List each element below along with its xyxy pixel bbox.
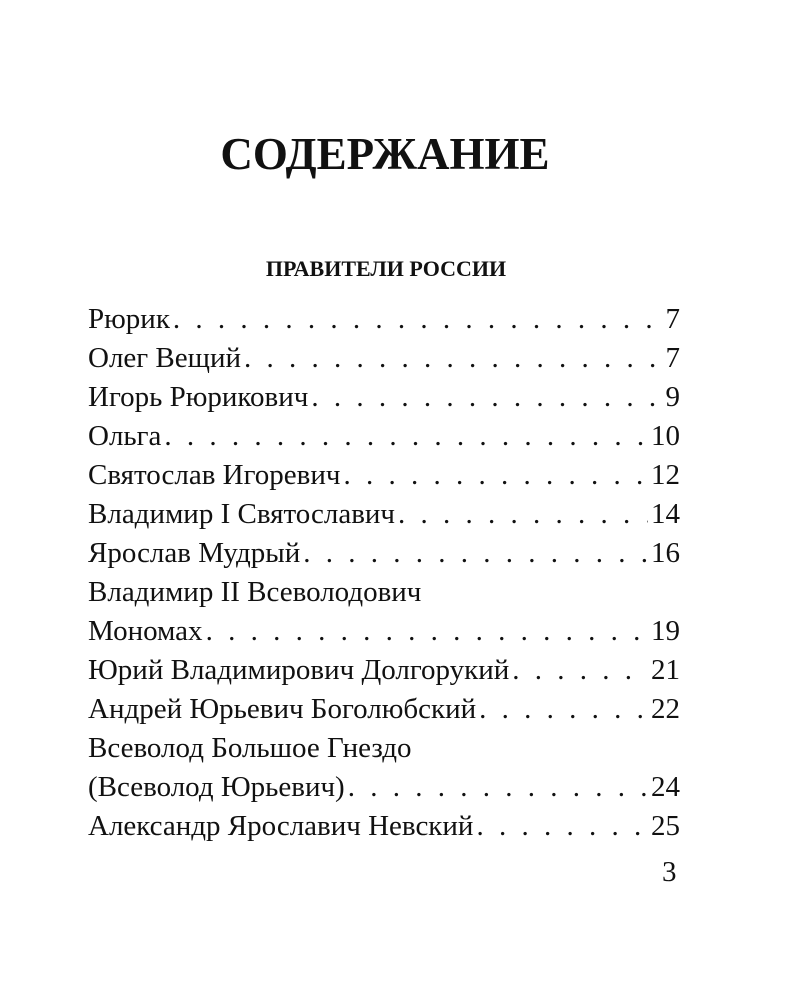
toc-entry-title: Андрей Юрьевич Боголюбский [88, 693, 477, 725]
toc-entry-page: 19 [651, 615, 680, 647]
toc-entry-page: 7 [665, 342, 680, 374]
toc-entry-riurik [88, 300, 680, 339]
toc-entry-title: Мономах [88, 615, 203, 647]
toc-entry-title: Ярослав Мудрый [88, 537, 301, 569]
toc-entry-yuri [88, 651, 680, 690]
page-number: 3 [662, 856, 677, 888]
dot-leader [173, 300, 663, 339]
toc-entry-olga [88, 417, 680, 456]
table-of-contents [88, 300, 680, 846]
toc-entry-title: Ольга [88, 420, 162, 452]
dot-leader [476, 807, 648, 846]
toc-entry-title: Александр Ярославич Невский [88, 810, 474, 842]
dot-leader [311, 378, 662, 417]
dot-leader [348, 768, 648, 807]
toc-entry-title-line1: Владимир II Всеволодович [88, 576, 422, 608]
toc-entry-igor [88, 378, 680, 417]
toc-entry-title: Владимир I Святославич [88, 498, 396, 530]
toc-entry-sviatoslav [88, 456, 680, 495]
toc-entry-page: 22 [651, 693, 680, 725]
toc-entry-page: 9 [665, 381, 680, 413]
dot-leader [206, 612, 648, 651]
dot-leader [398, 495, 648, 534]
toc-entry-oleg [88, 339, 680, 378]
toc-entry-page: 14 [651, 498, 680, 530]
toc-entry-page: 16 [651, 537, 680, 569]
dot-leader [303, 534, 648, 573]
toc-entry-title: (Всеволод Юрьевич) [88, 771, 345, 803]
dot-leader [164, 417, 648, 456]
toc-entry-title-line1: Всеволод Большое Гнездо [88, 732, 412, 764]
toc-entry-page: 24 [651, 771, 680, 803]
dot-leader [244, 339, 662, 378]
toc-entry-page: 25 [651, 810, 680, 842]
toc-entry-vsevolod [88, 729, 680, 807]
toc-entry-page: 21 [651, 654, 680, 686]
section-heading: ПРАВИТЕЛИ РОССИИ [265, 256, 507, 281]
toc-entry-title: Олег Вещий [88, 342, 242, 374]
toc-entry-page: 12 [651, 459, 680, 491]
toc-entry-alexander [88, 807, 680, 846]
dot-leader [479, 690, 648, 729]
toc-entry-title: Святослав Игоревич [88, 459, 341, 491]
toc-entry-yaroslav [88, 534, 680, 573]
dot-leader [512, 651, 648, 690]
toc-entry-title: Рюрик [88, 303, 170, 335]
toc-entry-andrei [88, 690, 680, 729]
page-title: СОДЕРЖАНИЕ [220, 129, 550, 179]
dot-leader [343, 456, 648, 495]
toc-entry-vladimir-1 [88, 495, 680, 534]
toc-entry-title: Юрий Владимирович Долгорукий [88, 654, 510, 686]
toc-entry-page: 10 [651, 420, 680, 452]
toc-entry-title: Игорь Рюрикович [88, 381, 309, 413]
toc-entry-vladimir-2 [88, 573, 680, 651]
toc-entry-page: 7 [665, 303, 680, 335]
